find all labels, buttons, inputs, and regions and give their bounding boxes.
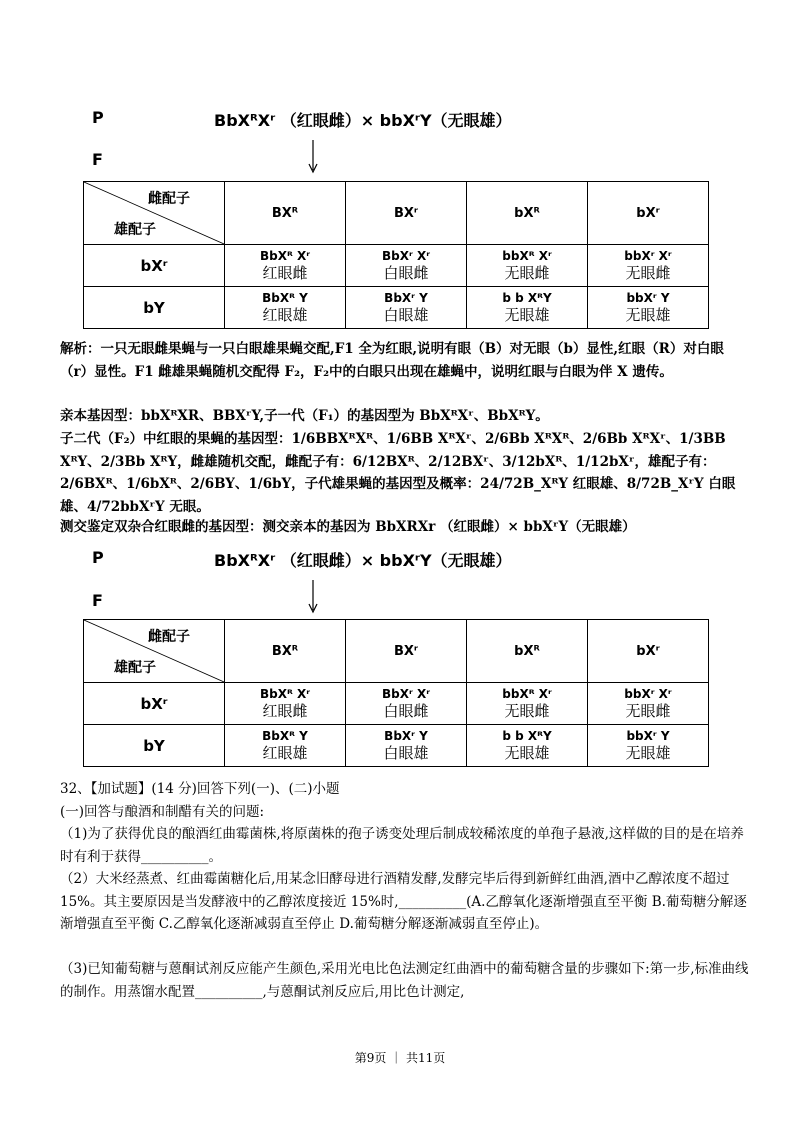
offspring-cell xyxy=(225,245,346,287)
male-gamete: bXʳ xyxy=(84,245,225,287)
cross-expression: BbXᴿXʳ （红眼雌）× bbXʳY（无眼雄） xyxy=(214,551,512,570)
analysis-paragraph-2: 亲本基因型：bbXᴿXR、BBXʳY,子一代（F₁）的基因型为 BbXᴿXʳ、BbXᴿY。 xyxy=(60,408,549,424)
analysis-paragraph-4: 测交鉴定双杂合红眼雌的基因型：测交亲本的基因为 BbXRXr （红眼雌）× bbXʳY（无眼雄） xyxy=(60,519,636,535)
offspring-cell xyxy=(467,245,588,287)
offspring-cell xyxy=(225,287,346,329)
table-corner xyxy=(84,620,225,683)
table-row xyxy=(84,725,709,767)
f-label: F xyxy=(92,150,103,169)
genotype: BbXʳ Xʳ xyxy=(382,248,430,263)
genotype: BbXʳ Xʳ xyxy=(382,686,430,701)
offspring-cell xyxy=(225,683,346,725)
offspring-cell xyxy=(346,245,467,287)
phenotype: 无眼雄 xyxy=(625,305,671,324)
offspring-cell xyxy=(588,725,709,767)
offspring-cell xyxy=(588,683,709,725)
punnett-table-1 xyxy=(83,181,709,329)
female-gamete: bXʳ xyxy=(588,182,709,245)
female-gamete: BXᴿ xyxy=(225,182,346,245)
phenotype: 无眼雌 xyxy=(625,263,671,282)
offspring-cell xyxy=(346,725,467,767)
genotype: BbXʳ Y xyxy=(384,290,428,305)
female-gamete: BXʳ xyxy=(346,620,467,683)
offspring-cell xyxy=(467,725,588,767)
table-corner xyxy=(84,182,225,245)
question-sub-1: （1)为了获得优良的酿酒红曲霉菌株,将原菌株的孢子诱变处理后制成较稀浓度的单孢子悬液,这样做的目的是在培养时有利于获得__________。 xyxy=(60,826,744,865)
down-arrow-icon xyxy=(307,140,319,174)
genotype: b b XᴿY xyxy=(502,290,552,305)
punnett-table-2 xyxy=(83,619,709,767)
analysis-paragraph-1: 解析：一只无眼雌果蝇与一只白眼雄果蝇交配,F1 全为红眼,说明有眼（B）对无眼（b）显性,红眼（R）对白眼（r）显性。F1 雌雄果蝇随机交配得 F₂，F₂中的白眼只出现在雄蝇中，说明红眼与白眼为伴 X 遗传。 xyxy=(60,341,724,380)
table-row xyxy=(84,245,709,287)
phenotype: 红眼雌 xyxy=(262,701,308,720)
f-label: F xyxy=(92,591,103,610)
genotype: b b XᴿY xyxy=(502,728,552,743)
table-row xyxy=(84,683,709,725)
male-gamete: bY xyxy=(84,725,225,767)
female-gamete: bXᴿ xyxy=(467,620,588,683)
genotype: bbXʳ Y xyxy=(626,728,670,743)
phenotype: 无眼雄 xyxy=(504,743,550,762)
genotype: bbXᴿ Xʳ xyxy=(502,248,552,263)
offspring-cell xyxy=(467,683,588,725)
phenotype: 无眼雌 xyxy=(504,263,550,282)
male-gametes-label: 雄配子 xyxy=(114,222,156,238)
phenotype: 红眼雌 xyxy=(262,263,308,282)
genotype: bbXʳ Xʳ xyxy=(624,248,672,263)
genotype: bbXʳ Y xyxy=(626,290,670,305)
male-gamete: bXʳ xyxy=(84,683,225,725)
offspring-cell xyxy=(346,287,467,329)
male-gamete: bY xyxy=(84,287,225,329)
genotype: bbXʳ Xʳ xyxy=(624,686,672,701)
parent-label: P xyxy=(92,548,104,567)
phenotype: 无眼雄 xyxy=(625,743,671,762)
phenotype: 红眼雄 xyxy=(262,743,308,762)
table-row xyxy=(84,287,709,329)
offspring-cell xyxy=(225,725,346,767)
question-sub-3: （3)已知葡萄糖与蒽酮试剂反应能产生颜色,采用光电比色法测定红曲酒中的葡萄糖含量的步骤如下:第一步,标准曲线的制作。用蒸馏水配置__________,与蒽酮试剂反应后,用比色计测定, xyxy=(60,961,749,1000)
female-gametes-label: 雌配子 xyxy=(148,191,190,207)
question-part-1: (一)回答与酿酒和制醋有关的问题: xyxy=(60,804,265,820)
genotype: BbXᴿ Y xyxy=(262,290,308,305)
question-sub-2: （2）大米经蒸煮、红曲霉菌糖化后,用某念旧酵母进行酒精发酵,发酵完毕后得到新鲜红曲酒,酒中乙醇浓度不超过 15%。其主要原因是当发酵液中的乙醇浓度接近 15%时,__________(A.乙醇氧化逐渐增强直至平衡 B.葡萄糖分解逐渐增强直至平衡 C.乙醇氧化逐渐减弱直至停止 D.葡萄糖分解逐渐减弱直至停止)。 xyxy=(60,871,747,932)
page-footer: 第9页 ｜ 共11页 xyxy=(354,1051,446,1065)
genotype: bbXᴿ Xʳ xyxy=(502,686,552,701)
question-32-heading: 32、【加试题】(14 分)回答下列(一)、(二)小题 xyxy=(60,781,340,797)
offspring-cell xyxy=(346,683,467,725)
offspring-cell xyxy=(588,245,709,287)
phenotype: 无眼雄 xyxy=(504,305,550,324)
female-gamete: bXᴿ xyxy=(467,182,588,245)
female-gamete: BXʳ xyxy=(346,182,467,245)
phenotype: 白眼雌 xyxy=(383,701,429,720)
female-gametes-label: 雌配子 xyxy=(148,629,190,645)
phenotype: 无眼雌 xyxy=(504,701,550,720)
genotype: BbXᴿ Y xyxy=(262,728,308,743)
down-arrow-icon xyxy=(307,580,319,614)
analysis-paragraph-3: 子二代（F₂）中红眼的果蝇的基因型：1/6BBXᴿXᴿ、1/6BB XᴿXʳ、2/6Bb XᴿXᴿ、2/6Bb XᴿXʳ、1/3BB XᴿY、2/3Bb XᴿY，雌雄随机交配，雌配子有：6/12BXᴿ、2/12BXʳ、3/12bXᴿ、1/12bXʳ，雄配子有：2/6BXᴿ、1/6bXᴿ、2/6BY、1/6bY，子代雄果蝇的基因型及概率：24/72B_XᴿY 红眼雄、8/72B_XʳY 白眼雄、4/72bbXʳY 无眼。 xyxy=(60,431,736,515)
phenotype: 白眼雌 xyxy=(383,263,429,282)
genotype: BbXᴿ Xʳ xyxy=(259,248,311,263)
offspring-cell xyxy=(588,287,709,329)
female-gamete: bXʳ xyxy=(588,620,709,683)
female-gamete: BXᴿ xyxy=(225,620,346,683)
offspring-cell xyxy=(467,287,588,329)
parent-label: P xyxy=(92,108,104,127)
cross-expression: BbXᴿXʳ （红眼雌）× bbXʳY（无眼雄） xyxy=(214,111,512,130)
genotype: BbXᴿ Xʳ xyxy=(259,686,311,701)
phenotype: 无眼雌 xyxy=(625,701,671,720)
male-gametes-label: 雄配子 xyxy=(114,660,156,676)
phenotype: 白眼雄 xyxy=(383,305,429,324)
phenotype: 白眼雄 xyxy=(383,743,429,762)
phenotype: 红眼雄 xyxy=(262,305,308,324)
genotype: BbXʳ Y xyxy=(384,728,428,743)
